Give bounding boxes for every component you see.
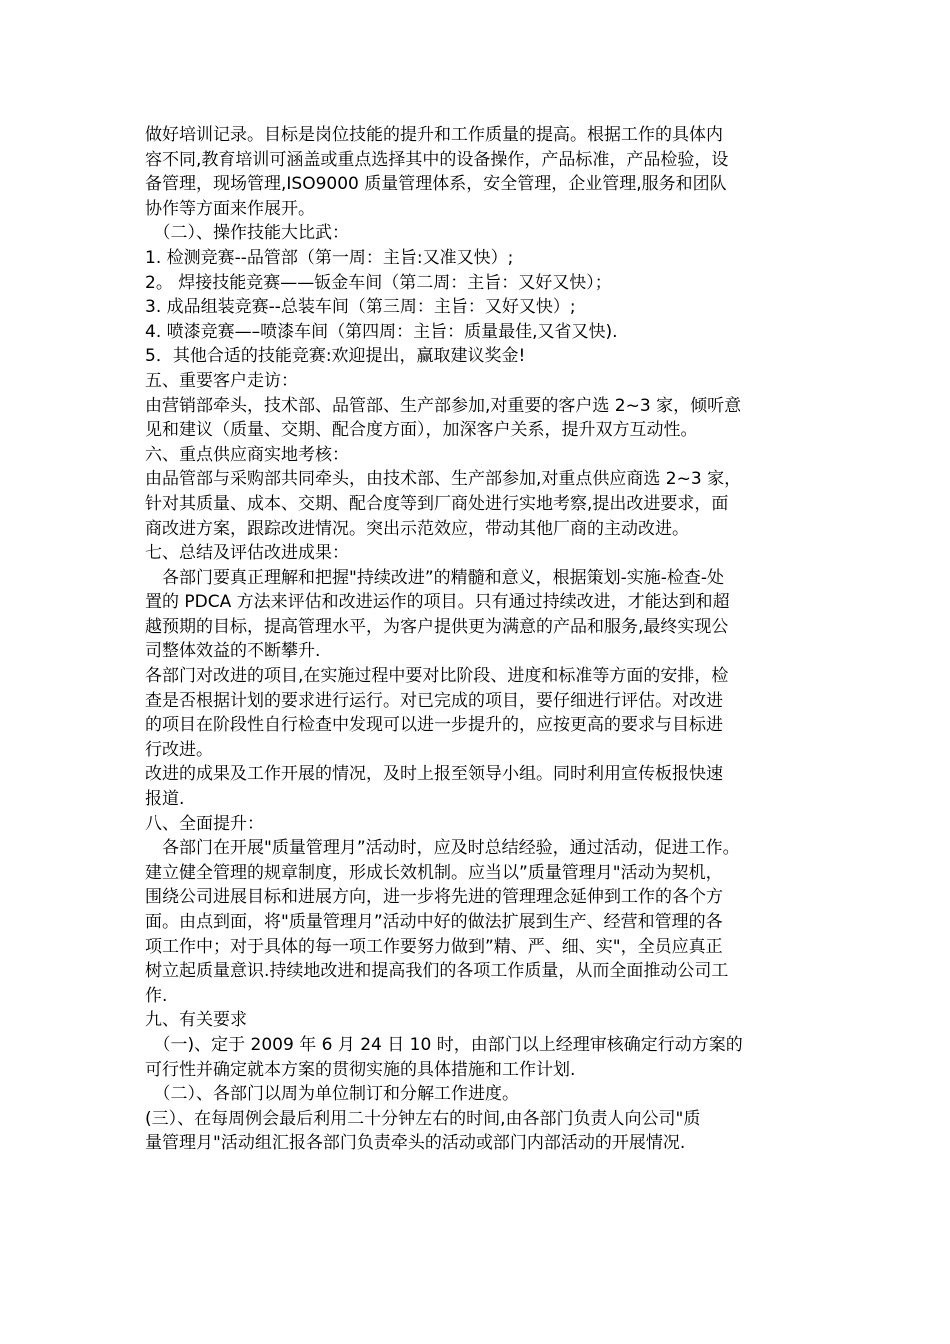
text-line: 八、全面提升： bbox=[145, 813, 264, 834]
text-line: 2。 焊接技能竞赛——钣金车间（第二周：主旨：又好又快）； bbox=[145, 272, 612, 293]
text-line: 各部门要真正理解和把握"持续改进”的精髓和意义，根据策划-实施-检查-处 bbox=[145, 567, 725, 588]
text-line: 置的 PDCA 方法来评估和改进运作的项目。只有通过持续改进，才能达到和超 bbox=[145, 592, 730, 613]
text-line: 由营销部牵头，技术部、品管部、生产部参加,对重要的客户选 2~3 家，倾听意 bbox=[145, 395, 742, 416]
text-line: 可行性并确定就本方案的贯彻实施的具体措施和工作计划. bbox=[145, 1059, 576, 1080]
text-line: 七、总结及评估改进成果： bbox=[145, 543, 349, 564]
text-line: 3. 成品组装竞赛--总装车间（第三周：主旨：又好又快）; bbox=[145, 297, 576, 318]
text-line: 4. 喷漆竞赛—–喷漆车间（第四周：主旨：质量最佳,又省又快). bbox=[145, 321, 618, 342]
text-line: 见和建议（质量、交期、配合度方面），加深客户关系，提升双方互动性。 bbox=[145, 420, 698, 441]
text-line: (三）、在每周例会最后利用二十分钟左右的时间,由各部门负责人向公司"质 bbox=[145, 1108, 701, 1129]
text-line: 树立起质量意识.持续地改进和提高我们的各项工作质量，从而全面推动公司工 bbox=[145, 961, 729, 982]
text-line: 行改进。 bbox=[145, 739, 213, 760]
text-line: 九、有关要求 bbox=[145, 1010, 247, 1031]
text-line: 作. bbox=[145, 985, 168, 1006]
text-line: 项工作中；对于具体的每一项工作要努力做到”精、严、细、实"，全员应真正 bbox=[145, 936, 723, 957]
document-body bbox=[145, 123, 835, 1156]
text-line: （二）、各部门以周为单位制订和分解工作进度。 bbox=[145, 1084, 519, 1105]
text-line: 1. 检测竞赛--品管部（第一周：主旨:又准又快）; bbox=[145, 247, 514, 268]
text-line: 各部门对改进的项目,在实施过程中要对比阶段、进度和标准等方面的安排，检 bbox=[145, 666, 729, 687]
text-line: 报道. bbox=[145, 789, 185, 810]
text-line: （一)、定于 2009 年 6 月 24 日 10 时，由部门以上经理审核确定行动方案的 bbox=[145, 1034, 743, 1055]
text-line: 量管理月"活动组汇报各部门负责牵头的活动或部门内部活动的开展情况. bbox=[145, 1133, 686, 1154]
text-line: 建立健全管理的规章制度，形成长效机制。应当以”质量管理月"活动为契机， bbox=[145, 862, 723, 883]
text-line: 协作等方面来作展开。 bbox=[145, 198, 315, 219]
text-line: 各部门在开展"质量管理月”活动时，应及时总结经验，通过活动，促进工作。 bbox=[145, 838, 740, 859]
text-line: 5．其他合适的技能竞赛:欢迎提出，赢取建议奖金! bbox=[145, 346, 526, 367]
text-line: 备管理，现场管理,ISO9000 质量管理体系，安全管理，企业管理,服务和团队 bbox=[145, 174, 727, 195]
text-line: 面。由点到面，将"质量管理月”活动中好的做法扩展到生产、经营和管理的各 bbox=[145, 912, 723, 932]
text-line: 改进的成果及工作开展的情况，及时上报至领导小组。同时利用宣传板报快速 bbox=[145, 764, 723, 785]
text-line: 六、重点供应商实地考核： bbox=[145, 444, 349, 465]
text-line: （二）、操作技能大比武： bbox=[145, 223, 349, 244]
text-line: 做好培训记录。目标是岗位技能的提升和工作质量的提高。根据工作的具体内 bbox=[145, 125, 723, 145]
text-line: 五、重要客户走访： bbox=[145, 370, 298, 391]
text-line: 容不同,教育培训可涵盖或重点选择其中的设备操作，产品标准，产品检验，设 bbox=[145, 149, 729, 170]
text-line: 由品管部与采购部共同牵头，由技术部、生产部参加,对重点供应商选 2~3 家， bbox=[145, 469, 742, 490]
text-line: 商改进方案，跟踪改进情况。突出示范效应，带动其他厂商的主动改进。 bbox=[145, 518, 689, 539]
text-line: 的项目在阶段性自行检查中发现可以进一步提升的，应按更高的要求与目标进 bbox=[145, 715, 723, 736]
text-line: 针对其质量、成本、交期、配合度等到厂商处进行实地考察,提出改进要求，面 bbox=[145, 493, 729, 514]
text-line: 越预期的目标，提高管理水平，为客户提供更为满意的产品和服务,最终实现公 bbox=[145, 616, 729, 637]
text-line: 司整体效益的不断攀升. bbox=[145, 641, 321, 662]
text-line: 查是否根据计划的要求进行运行。对已完成的项目，要仔细进行评估。对改进 bbox=[145, 690, 723, 711]
text-line: 围绕公司进展目标和进展方向，进一步将先进的管理理念延伸到工作的各个方 bbox=[145, 887, 723, 908]
